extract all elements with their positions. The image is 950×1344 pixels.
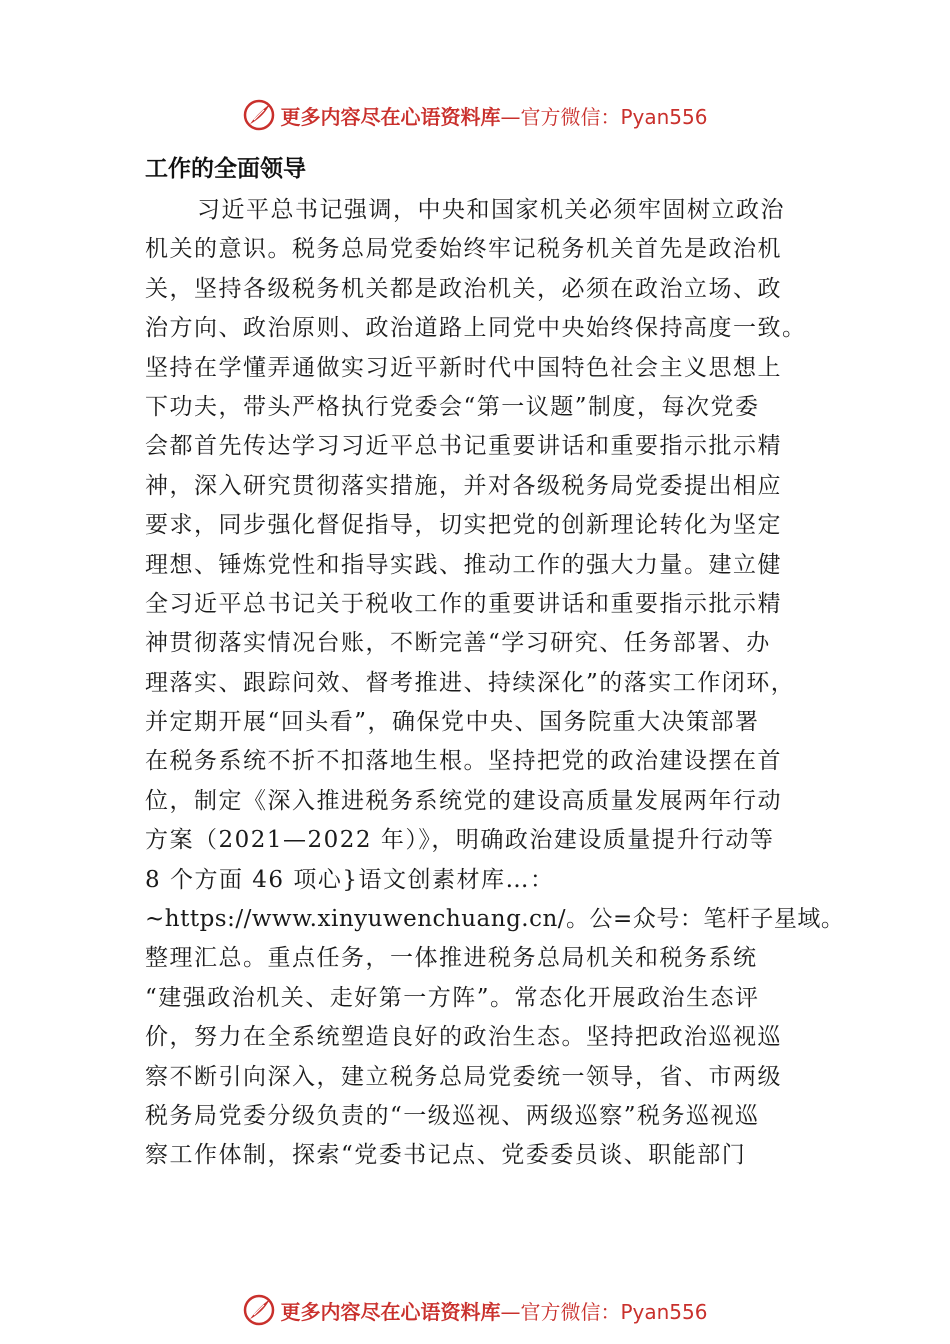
text-line: 下功夫，带头严格执行党委会“第一议题”制度，每次党委 xyxy=(145,393,760,420)
section-heading: 工作的全面领导 xyxy=(145,156,306,182)
banner-wechat: —官方微信：Pyan556 xyxy=(500,1299,708,1324)
text-line: 会都首先传达学习习近平总书记重要讲话和重要指示批示精 xyxy=(145,433,782,460)
text-line: 整理汇总。重点任务，一体推进税务总局机关和税务系统 xyxy=(145,945,758,972)
url-line: ~https://www.xinyuwenchuang.cn/。公=众号：笔杆子星域。 xyxy=(145,906,845,933)
text-line: 理想、锤炼党性和指导实践、推动工作的强大力量。建立健 xyxy=(145,551,782,578)
banner-title: 更多内容尽在心语资料库 xyxy=(280,1299,501,1324)
text-line: 在税务系统不折不扣落地生根。坚持把党的政治建设摆在首 xyxy=(145,748,782,775)
text-line: 并定期开展“回头看”，确保党中央、国务院重大决策部署 xyxy=(145,709,760,736)
text-line: 方案（2021—2022 年）》，明确政治建设质量提升行动等 xyxy=(145,827,775,854)
quill-logo-icon xyxy=(242,98,276,132)
text-line: 机关的意识。税务总局党委始终牢记税务机关首先是政治机 xyxy=(145,236,782,263)
text-line: “建强政治机关、走好第一方阵”。常态化开展政治生态评 xyxy=(145,984,760,1011)
text-line: 税务局党委分级负责的“一级巡视、两级巡察”税务巡视巡 xyxy=(145,1102,760,1129)
text-line: 神，深入研究贯彻落实措施，并对各级税务局党委提出相应 xyxy=(145,472,782,499)
banner-title: 更多内容尽在心语资料库 xyxy=(280,104,501,129)
text-line: 要求，同步强化督促指导，切实把党的创新理论转化为坚定 xyxy=(145,512,782,539)
text-line: 价，努力在全系统塑造良好的政治生态。坚持把政治巡视巡 xyxy=(145,1024,782,1051)
header-banner xyxy=(0,95,950,135)
text-line: 察不断引向深入，建立税务总局党委统一领导，省、市两级 xyxy=(145,1063,782,1090)
text-line: 8 个方面 46 项心}语文创素材库…： xyxy=(145,866,555,893)
text-line: 全习近平总书记关于税收工作的重要讲话和重要指示批示精 xyxy=(145,590,782,617)
text-line: 关，坚持各级税务机关都是政治机关，必须在政治立场、政 xyxy=(145,275,782,302)
text-line: 察工作体制，探索“党委书记点、党委委员谈、职能部门 xyxy=(145,1142,747,1169)
text-line: 治方向、政治原则、政治道路上同党中央始终保持高度一致。 xyxy=(145,315,807,342)
text-line: 习近平总书记强调，中央和国家机关必须牢固树立政治 xyxy=(197,197,785,223)
text-line: 位，制定《深入推进税务系统党的建设高质量发展两年行动 xyxy=(145,787,782,814)
banner-wechat: —官方微信：Pyan556 xyxy=(500,104,708,129)
text-line: 理落实、跟踪问效、督考推进、持续深化”的落实工作闭环， xyxy=(145,669,796,696)
text-line: 神贯彻落实情况台账，不断完善“学习研究、任务部署、办 xyxy=(145,630,771,657)
body-text xyxy=(145,191,845,1176)
text-line: 坚持在学懂弄通做实习近平新时代中国特色社会主义思想上 xyxy=(145,354,782,381)
quill-logo-icon xyxy=(242,1293,276,1327)
footer-banner xyxy=(0,1290,950,1330)
